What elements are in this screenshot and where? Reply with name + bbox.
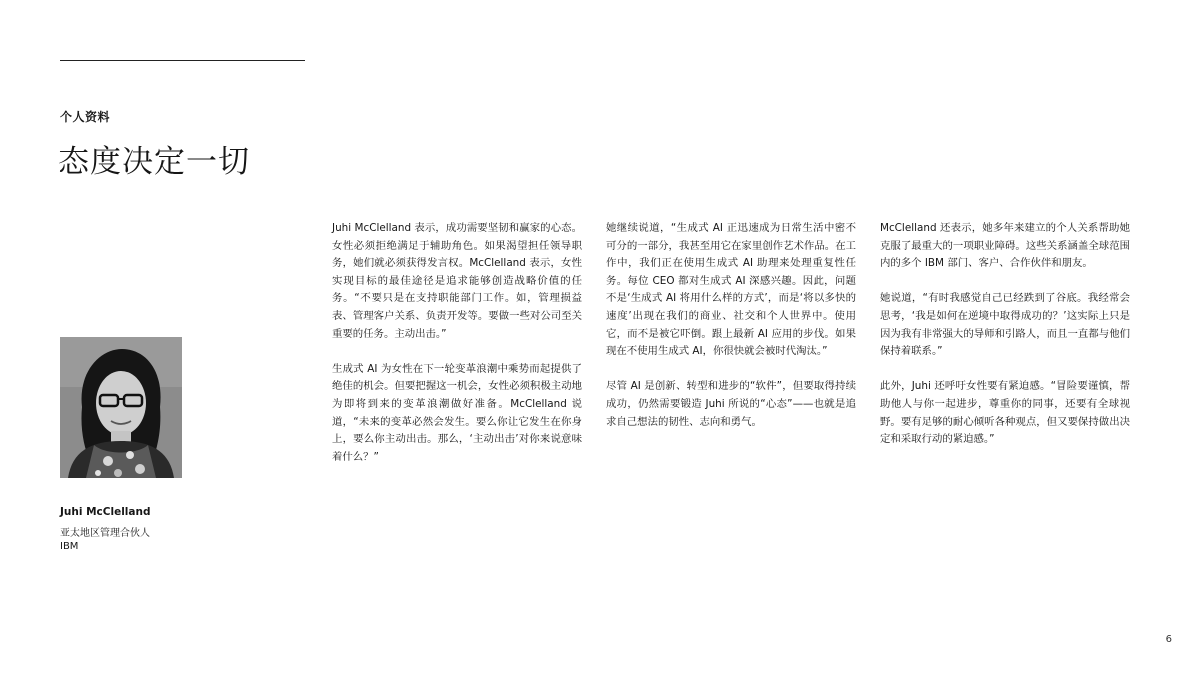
paragraph: 此外，Juhi 还呼吁女性要有紧迫感。“冒险要谨慎，帮助他人与你一起进步，尊重你的同事，还要有全球视野。要有足够的耐心倾听各种观点，但又要保持做出决定和采取行动的紧迫感。” — [880, 380, 1130, 446]
top-rule — [60, 60, 305, 61]
section-label: 个人资料 — [60, 110, 111, 124]
person-role: 亚太地区管理合伙人 — [60, 528, 150, 539]
text-column-3 — [880, 220, 1130, 466]
paragraph: 她说道，“有时我感觉自己已经跌到了谷底。我经常会思考，‘我是如何在逆境中取得成功的？’这实际上只是因为我有非常强大的导师和引路人，而且一直都与他们保持着联系。” — [880, 292, 1130, 358]
paragraph: Juhi McClelland 表示，成功需要坚韧和赢家的心态。女性必须拒绝满足于辅助角色。如果渴望担任领导职务，她们就必须获得发言权。McClelland 表示，女性实现目标的最佳途径是追求能够创造战略价值的任务。“不要只是在支持职能部门工作。如，管理损益表、管理客户关系、负责开发等。要做一些对公司至关重要的任务。主动出击。” — [332, 222, 582, 340]
paragraph: 尽管 AI 是创新、转型和进步的“软件”，但要取得持续成功，仍然需要锻造 Juhi 所说的“心态”——也就是追求自己想法的韧性、志向和勇气。 — [606, 380, 856, 428]
person-company: IBM — [60, 541, 79, 552]
paragraph: 她继续说道，“生成式 AI 正迅速成为日常生活中密不可分的一部分，我甚至用它在家里创作艺术作品。在工作中，我们正在使用生成式 AI 助理来处理重复性任务。每位 CEO 都对生成式 AI 深感兴趣。因此，问题不是‘生成式 AI 将用什么样的方式’，而是‘将以多快的速度’出现在我们的商业、社交和个人世界中。使用它，而不是被它吓倒。跟上最新 AI 应用的步伐。如果现在不使用生成式 AI，你很快就会被时代淘汰。” — [606, 222, 856, 358]
paragraph: 生成式 AI 为女性在下一轮变革浪潮中乘势而起提供了绝佳的机会。但要把握这一机会，女性必须积极主动地为即将到来的变革浪潮做好准备。McClelland 说道，“未来的变革必然会发生。要么你让它发生在你身上，要么你主动出击。那么，‘主动出击’对你来说意味着什么？” — [332, 362, 582, 463]
text-column-1 — [332, 220, 582, 484]
page-number: 6 — [1165, 634, 1172, 645]
page-title: 态度决定一切 — [58, 144, 250, 180]
person-name: Juhi McClelland — [60, 506, 151, 518]
text-column-2 — [606, 220, 856, 449]
paragraph: McClelland 还表示，她多年来建立的个人关系帮助她克服了最重大的一项职业障碍。这些关系涵盖全球范围内的多个 IBM 部门、客户、合作伙伴和朋友。 — [880, 222, 1130, 270]
portrait-photo-icon — [60, 337, 182, 478]
